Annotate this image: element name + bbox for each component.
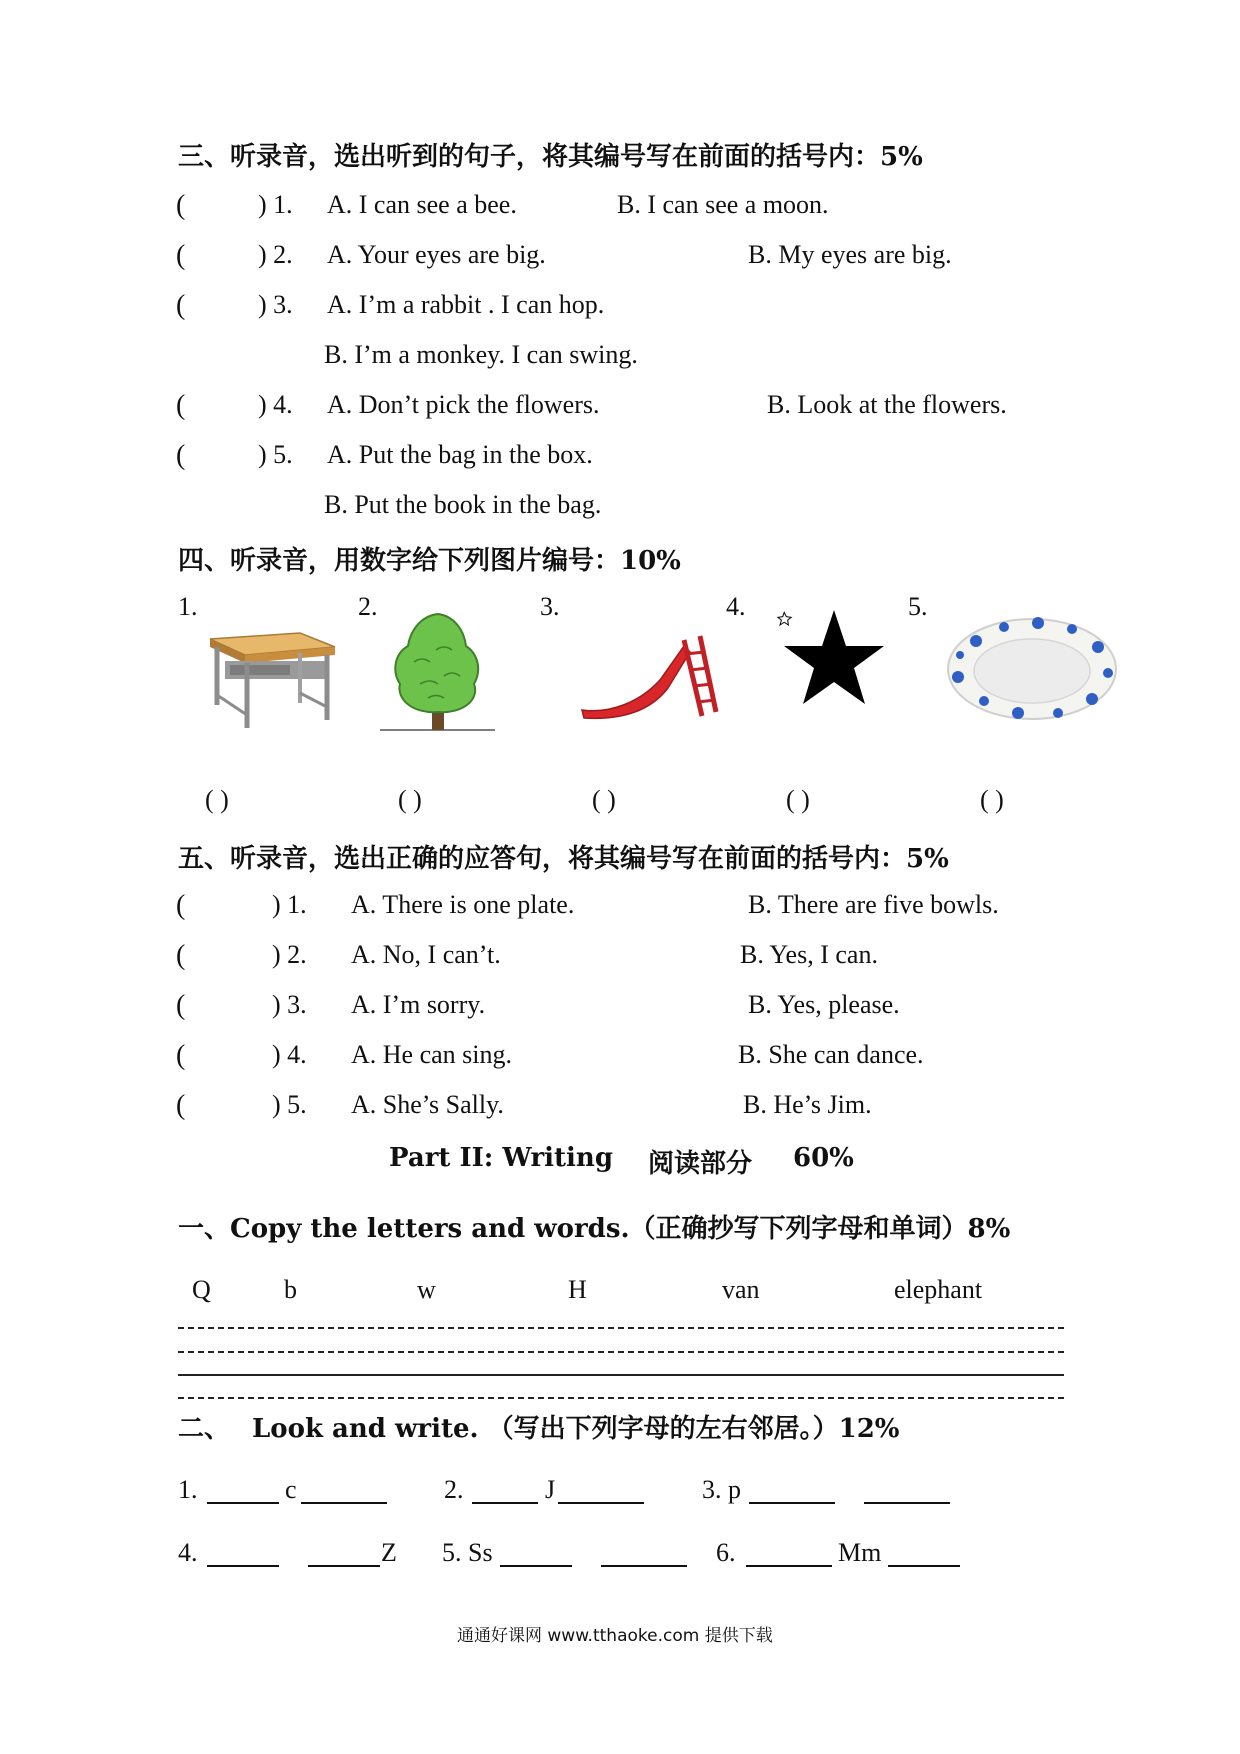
- tree-picture: [380, 610, 495, 735]
- section4-title: 四、听录音，用数字给下列图片编号：10%: [178, 546, 681, 576]
- question-number: ) 4.: [272, 1040, 307, 1069]
- question-number: ) 2.: [258, 240, 293, 269]
- question-number: ) 1.: [272, 890, 307, 919]
- question-number: ) 3.: [258, 290, 293, 319]
- answer-blank[interactable]: [207, 1563, 279, 1567]
- option-b: B. Yes, I can.: [740, 940, 878, 969]
- footer-text: 通通好课网 www.tthaoke.com 提供下载: [457, 1626, 773, 1646]
- answer-bracket-open: (: [176, 990, 186, 1021]
- picture-number: 5.: [908, 592, 928, 621]
- answer-blank[interactable]: [308, 1563, 380, 1567]
- look-write-title: Look and write. （写出下列字母的左右邻居。）12%: [252, 1414, 900, 1444]
- option-a: A. Your eyes are big.: [327, 240, 546, 269]
- item-number: 6.: [716, 1538, 736, 1567]
- answer-bracket-open: (: [176, 240, 186, 271]
- answer-bracket: ( ): [205, 785, 229, 814]
- item-number: 5. Ss: [442, 1538, 493, 1567]
- copy-item: H: [568, 1275, 587, 1304]
- option-b: B. He’s Jim.: [743, 1090, 872, 1119]
- given-letter: Z: [381, 1538, 397, 1567]
- answer-blank[interactable]: [601, 1563, 687, 1567]
- option-b: B. I’m a monkey. I can swing.: [324, 340, 638, 369]
- given-letter: J: [545, 1475, 556, 1504]
- option-b: B. There are five bowls.: [748, 890, 999, 919]
- slide-picture: [580, 630, 720, 720]
- given-letter: Mm: [838, 1538, 882, 1567]
- option-b: B. My eyes are big.: [748, 240, 952, 269]
- writing-line-dashed: [178, 1397, 1064, 1399]
- item-number: 4.: [178, 1538, 198, 1567]
- answer-bracket: ( ): [592, 785, 616, 814]
- writing-line-dashed: [178, 1327, 1064, 1329]
- option-a: A. I’m sorry.: [351, 990, 486, 1019]
- item-number: 1.: [178, 1475, 198, 1504]
- copy-item: w: [417, 1275, 436, 1304]
- answer-bracket: ( ): [398, 785, 422, 814]
- option-a: A. No, I can’t.: [351, 940, 501, 969]
- answer-blank[interactable]: [301, 1500, 387, 1504]
- answer-bracket: ( ): [786, 785, 810, 814]
- option-a: A. I’m a rabbit . I can hop.: [327, 290, 605, 319]
- answer-bracket-open: (: [176, 890, 186, 921]
- option-a: A. He can sing.: [351, 1040, 513, 1069]
- copy-section-title: 一、Copy the letters and words.（正确抄写下列字母和单词）8%: [178, 1214, 1011, 1244]
- question-number: ) 4.: [258, 390, 293, 419]
- item-number: 3. p: [702, 1475, 741, 1504]
- option-a: A. She’s Sally.: [351, 1090, 504, 1119]
- question-number: ) 5.: [258, 440, 293, 469]
- answer-bracket-open: (: [176, 440, 186, 471]
- answer-blank[interactable]: [749, 1500, 835, 1504]
- answer-blank[interactable]: [888, 1563, 960, 1567]
- picture-number: 1.: [178, 592, 198, 621]
- option-a: A. Put the bag in the box.: [327, 440, 593, 469]
- answer-blank[interactable]: [500, 1563, 572, 1567]
- option-b: B. Look at the flowers.: [767, 390, 1007, 419]
- answer-bracket-open: (: [176, 1090, 186, 1121]
- picture-number: 3.: [540, 592, 560, 621]
- writing-line-dashed: [178, 1351, 1064, 1353]
- given-letter: c: [285, 1475, 297, 1504]
- star-picture: [772, 602, 892, 717]
- copy-item: Q: [192, 1275, 211, 1304]
- question-number: ) 3.: [272, 990, 307, 1019]
- answer-blank[interactable]: [558, 1500, 644, 1504]
- look-write-prefix: 二、: [178, 1414, 231, 1444]
- option-b: B. Put the book in the bag.: [324, 490, 602, 519]
- answer-bracket-open: (: [176, 1040, 186, 1071]
- option-a: A. There is one plate.: [351, 890, 575, 919]
- answer-bracket-open: (: [176, 290, 186, 321]
- copy-item: van: [722, 1275, 760, 1304]
- writing-line-solid: [178, 1374, 1064, 1376]
- answer-blank[interactable]: [864, 1500, 950, 1504]
- option-b: B. I can see a moon.: [617, 190, 829, 219]
- picture-number: 4.: [726, 592, 746, 621]
- part2-cn-title: 阅读部分: [648, 1149, 753, 1179]
- answer-bracket-open: (: [176, 940, 186, 971]
- answer-bracket-open: (: [176, 390, 186, 421]
- item-number: 2.: [444, 1475, 464, 1504]
- desk-picture: [205, 625, 340, 735]
- option-a: A. Don’t pick the flowers.: [327, 390, 600, 419]
- section3-title: 三、听录音，选出听到的句子，将其编号写在前面的括号内：5%: [178, 142, 923, 172]
- section5-title: 五、听录音，选出正确的应答句，将其编号写在前面的括号内：5%: [178, 844, 949, 874]
- question-number: ) 2.: [272, 940, 307, 969]
- copy-item: elephant: [894, 1275, 983, 1304]
- picture-number: 2.: [358, 592, 378, 621]
- answer-bracket-open: (: [176, 190, 186, 221]
- answer-blank[interactable]: [472, 1500, 538, 1504]
- option-b: B. She can dance.: [738, 1040, 924, 1069]
- plate-picture: [946, 617, 1118, 721]
- answer-blank[interactable]: [746, 1563, 832, 1567]
- part2-percent: 60%: [793, 1143, 854, 1173]
- answer-blank[interactable]: [207, 1500, 279, 1504]
- part2-title: Part II: Writing: [389, 1143, 614, 1173]
- answer-bracket: ( ): [980, 785, 1004, 814]
- option-b: B. Yes, please.: [748, 990, 900, 1019]
- option-a: A. I can see a bee.: [327, 190, 517, 219]
- question-number: ) 1.: [258, 190, 293, 219]
- copy-item: b: [284, 1275, 297, 1304]
- question-number: ) 5.: [272, 1090, 307, 1119]
